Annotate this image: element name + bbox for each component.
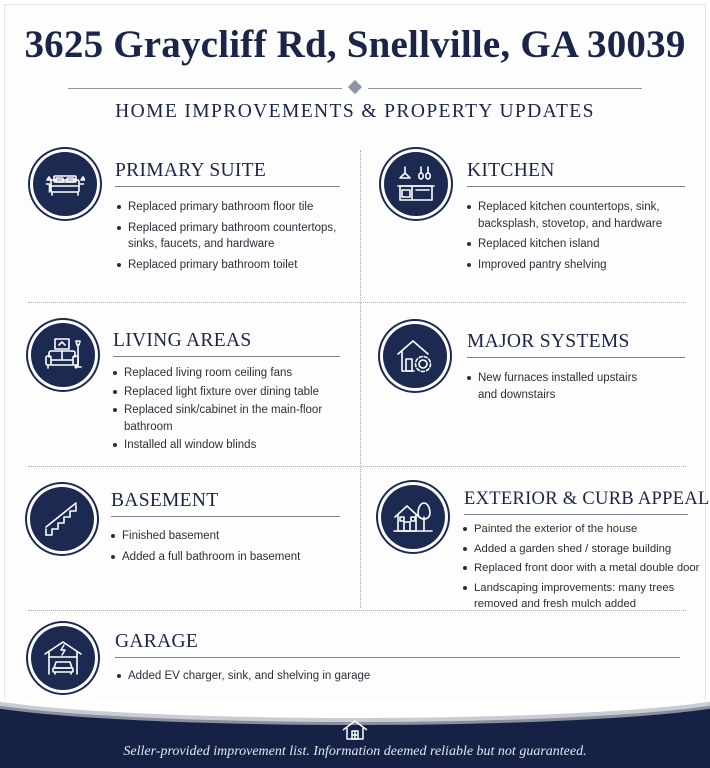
section-title: PRIMARY SUITE — [115, 160, 267, 181]
section-title: MAJOR SYSTEMS — [467, 331, 630, 352]
header-rule-left — [68, 88, 342, 89]
stairs-icon — [30, 487, 94, 551]
list-item: Replaced kitchen island — [465, 236, 695, 253]
section-title: KITCHEN — [467, 160, 555, 181]
item-list — [115, 199, 355, 277]
list-item: Installed all window blinds — [111, 437, 356, 454]
item-list — [465, 370, 650, 407]
header-rule-right — [368, 88, 642, 89]
list-item: Replaced sink/cabinet in the main-floor bathroom — [111, 402, 356, 435]
section-rule — [113, 356, 340, 357]
item-list — [111, 365, 356, 456]
kitchen-hood-icon — [384, 152, 448, 216]
list-item: Replaced primary bathroom floor tile — [115, 199, 355, 216]
list-item: Finished basement — [109, 528, 349, 545]
section-title: LIVING AREAS — [113, 330, 252, 351]
list-item: Replaced living room ceiling fans — [111, 365, 356, 382]
house-tree-icon — [381, 485, 445, 549]
list-item: Added a full bathroom in basement — [109, 549, 349, 566]
house-gear-icon — [383, 324, 447, 388]
section-title: EXTERIOR & CURB APPEAL — [464, 489, 710, 509]
list-item: Replaced light fixture over dining table — [111, 384, 356, 401]
list-item: Painted the exterior of the house — [461, 521, 706, 538]
sofa-icon — [31, 323, 95, 387]
section-rule — [464, 514, 688, 515]
section-rule — [115, 657, 680, 658]
page-subtitle: HOME IMPROVEMENTS & PROPERTY UPDATES — [115, 101, 595, 122]
list-item: Replaced kitchen countertops, sink, backsplash, stovetop, and hardware — [465, 199, 695, 232]
section-rule — [467, 357, 685, 358]
list-item: Replaced primary bathroom countertops, sinks, faucets, and hardware — [115, 220, 355, 253]
section-title: BASEMENT — [111, 490, 219, 511]
footer-disclaimer: Seller-provided improvement list. Information deemed reliable but not guaranteed. — [123, 744, 587, 759]
list-item: Added EV charger, sink, and shelving in garage — [115, 668, 515, 685]
section-rule — [115, 186, 340, 187]
list-item: Added a garden shed / storage building — [461, 541, 706, 558]
house-logo-icon — [340, 719, 370, 741]
row-divider-2 — [28, 466, 686, 467]
section-rule — [467, 186, 685, 187]
list-item: Replaced front door with a metal double door — [461, 560, 706, 577]
bed-icon — [33, 152, 97, 216]
footer-swoosh — [0, 700, 710, 718]
item-list — [115, 668, 515, 689]
list-item: Improved pantry shelving — [465, 257, 695, 274]
garage-ev-icon — [31, 626, 95, 690]
list-item: Replaced primary bathroom toilet — [115, 257, 355, 274]
column-divider — [360, 150, 361, 608]
row-divider-1 — [28, 302, 686, 303]
list-item: Landscaping improvements: many trees removed and fresh mulch added — [461, 580, 706, 613]
item-list — [465, 199, 695, 277]
item-list — [109, 528, 349, 569]
list-item: New furnaces installed upstairs and downstairs — [465, 370, 650, 403]
section-title: GARAGE — [115, 631, 199, 652]
property-address: 3625 Graycliff Rd, Snellville, GA 30039 — [24, 23, 686, 66]
item-list — [461, 521, 706, 613]
section-rule — [111, 516, 340, 517]
